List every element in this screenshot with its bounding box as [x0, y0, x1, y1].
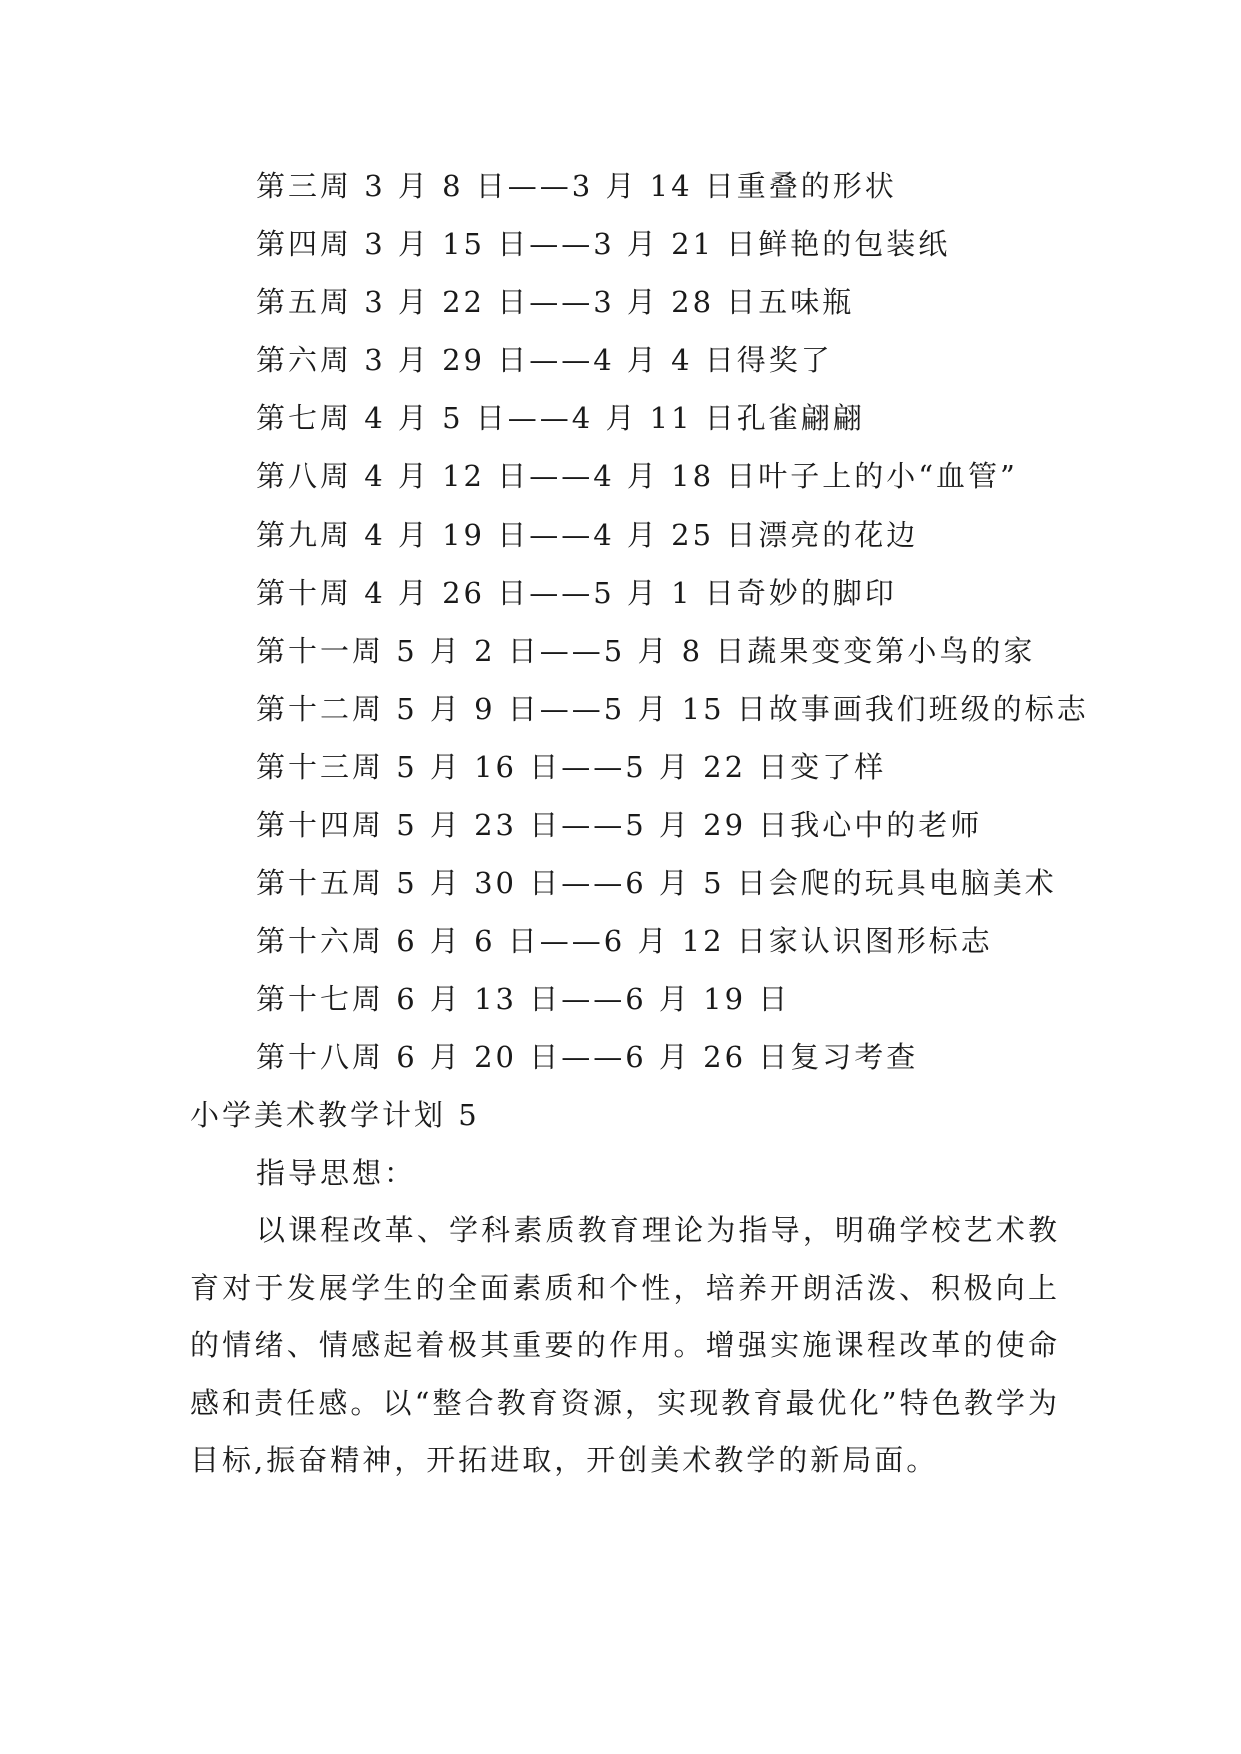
- schedule-line-week-3: 第三周 3 月 8 日——3 月 14 日重叠的形状: [256, 169, 897, 203]
- schedule-line-week-17: 第十七周 6 月 13 日——6 月 19 日: [256, 982, 791, 1017]
- schedule-line-week-16: 第十六周 6 月 6 日——6 月 12 日家认识图形标志: [256, 924, 993, 959]
- guiding-thought-heading: 指导思想：: [256, 1156, 417, 1190]
- guiding-thought-paragraph: 以课程改革、学科素质教育理论为指导，明确学校艺术教育对于发展学生的全面素质和个性，培养开朗活泼、积极向上的情绪、情感起着极其重要的作用。增强实施课程改革的使命感和责任感。以“整合教育资源，实现教育最优化”特色教学为目标,振奋精神，开拓进取，开创美术教学的新局面。: [190, 1213, 1060, 1478]
- week-schedule-list: [256, 157, 1156, 1087]
- schedule-line-week-14: 第十四周 5 月 23 日——5 月 29 日我心中的老师: [256, 808, 983, 843]
- section-title: 小学美术教学计划 5: [190, 1098, 480, 1132]
- schedule-line-week-8: 第八周 4 月 12 日——4 月 18 日叶子上的小“血管”: [256, 459, 1018, 494]
- schedule-line-week-9: 第九周 4 月 19 日——4 月 25 日漂亮的花边: [256, 517, 919, 552]
- schedule-line-week-6: 第六周 3 月 29 日——4 月 4 日得奖了: [256, 343, 833, 378]
- schedule-line-week-12: 第十二周 5 月 9 日——5 月 15 日故事画我们班级的标志: [256, 691, 1089, 726]
- schedule-line-week-7: 第七周 4 月 5 日——4 月 11 日孔雀翩翩: [256, 401, 865, 436]
- schedule-line-week-10: 第十周 4 月 26 日——5 月 1 日奇妙的脚印: [256, 575, 897, 610]
- schedule-line-week-5: 第五周 3 月 22 日——3 月 28 日五味瓶: [256, 285, 855, 320]
- schedule-line-week-4: 第四周 3 月 15 日——3 月 21 日鲜艳的包装纸: [256, 227, 951, 262]
- schedule-line-week-18: 第十八周 6 月 20 日——6 月 26 日复习考查: [256, 1040, 919, 1075]
- schedule-line-week-13: 第十三周 5 月 16 日——5 月 22 日变了样: [256, 749, 887, 784]
- schedule-line-week-11: 第十一周 5 月 2 日——5 月 8 日蔬果变变第小鸟的家: [256, 633, 1036, 668]
- schedule-line-week-15: 第十五周 5 月 30 日——6 月 5 日会爬的玩具电脑美术: [256, 866, 1057, 901]
